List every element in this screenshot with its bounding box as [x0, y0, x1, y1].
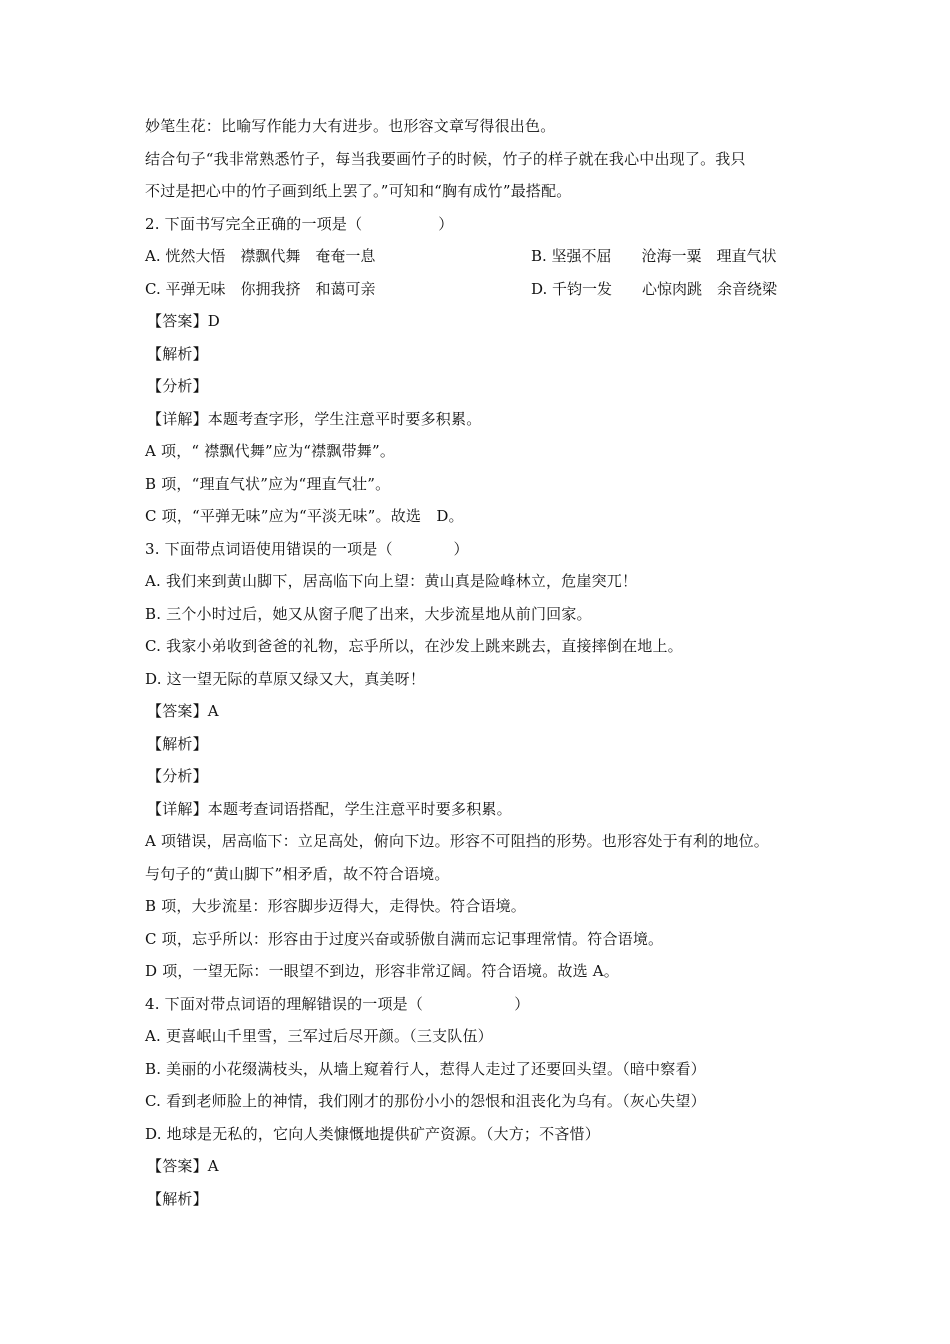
question-2-option-c: C. 平弹无味 你拥我挤 和蔼可亲 [145, 279, 376, 298]
question-3-explain-c: C 项，忘乎所以：形容由于过度兴奋或骄傲自满而忘记事理常情。符合语境。 [145, 929, 664, 948]
question-4-option-a: A. 更喜岷山千里雪，三军过后尽开颜。（三支队伍） [145, 1027, 493, 1045]
question-3-option-a: A. 我们来到黄山脚下，居高临下向上望：黄山真是险峰林立，危崖突兀！ [145, 572, 638, 590]
question-2-answer: 【答案】D [147, 312, 221, 330]
question-2-option-d: D. 千钧一发 心惊肉跳 余音绕梁 [531, 279, 778, 298]
question-3-explain-d: D 项，一望无际：一眼望不到边，形容非常辽阔。符合语境。故选 A。 [145, 962, 619, 980]
question-2-detail: 【详解】本题考查字形，学生注意平时要多积累。 [147, 409, 482, 428]
question-4-option-d: D. 地球是无私的，它向人类慷慨地提供矿产资源。（大方；不吝惜） [145, 1124, 600, 1143]
question-2-explain-c: C 项，“平弹无味”应为“平淡无味”。故选 D。 [145, 507, 464, 525]
question-2-stem: 2. 下面书写完全正确的一项是（ ） [145, 214, 454, 233]
question-3-detail: 【详解】本题考查词语搭配，学生注意平时要多积累。 [147, 799, 512, 818]
question-3-jiexi: 【解析】 [147, 734, 208, 753]
question-3-option-d: D. 这一望无际的草原又绿又大，真美呀！ [145, 669, 426, 688]
paragraph-line: 妙笔生花：比喻写作能力大有进步。也形容文章写得很出色。 [145, 117, 556, 135]
document-content [145, 110, 815, 1215]
question-2-option-a: A. 恍然大悟 襟飘代舞 奄奄一息 [145, 247, 376, 265]
question-3-option-b: B. 三个小时过后，她又从窗子爬了出来，大步流星地从前门回家。 [145, 604, 592, 623]
question-3-explain-a: A 项错误，居高临下：立足高处，俯向下边。形容不可阻挡的形势。也形容处于有利的地位。 [145, 832, 770, 850]
question-4-answer: 【答案】A [147, 1157, 219, 1175]
question-4-option-b: B. 美丽的小花缀满枝头，从墙上窥着行人，惹得人走过了还要回头望。（暗中察看） [145, 1059, 706, 1078]
paragraph-line: 结合句子“我非常熟悉竹子，每当我要画竹子的时候，竹子的样子就在我心中出现了。我只 [145, 149, 746, 168]
question-2-options-row-1 [145, 240, 815, 273]
question-2-jiexi: 【解析】 [147, 344, 208, 363]
question-3-explain-a-cont: 与句子的“黄山脚下”相矛盾，故不符合语境。 [145, 864, 450, 883]
question-2-explain-a: A 项，“ 襟飘代舞”应为“襟飘带舞”。 [145, 442, 396, 460]
question-4-jiexi: 【解析】 [147, 1189, 208, 1208]
paragraph-line: 不过是把心中的竹子画到纸上罢了。”可知和“胸有成竹”最搭配。 [145, 182, 572, 200]
question-3-explain-b: B 项，大步流星：形容脚步迈得大，走得快。符合语境。 [145, 897, 526, 915]
question-3-option-c: C. 我家小弟收到爸爸的礼物，忘乎所以，在沙发上跳来跳去，直接摔倒在地上。 [145, 637, 683, 655]
question-3-stem: 3. 下面带点词语使用错误的一项是（ ） [145, 539, 469, 558]
question-2-explain-b: B 项，“理直气状”应为“理直气壮”。 [145, 474, 391, 493]
question-2-options-row-2 [145, 273, 815, 306]
question-4-option-c: C. 看到老师脸上的神情，我们刚才的那份小小的怨恨和沮丧化为乌有。（灰心失望） [145, 1092, 706, 1110]
question-2-fenxi: 【分析】 [147, 377, 208, 395]
question-4-stem: 4. 下面对带点词语的理解错误的一项是（ ） [145, 994, 530, 1013]
question-3-fenxi: 【分析】 [147, 767, 208, 785]
question-2-option-b: B. 坚强不屈 沧海一粟 理直气状 [531, 247, 777, 265]
question-3-answer: 【答案】A [147, 702, 219, 720]
